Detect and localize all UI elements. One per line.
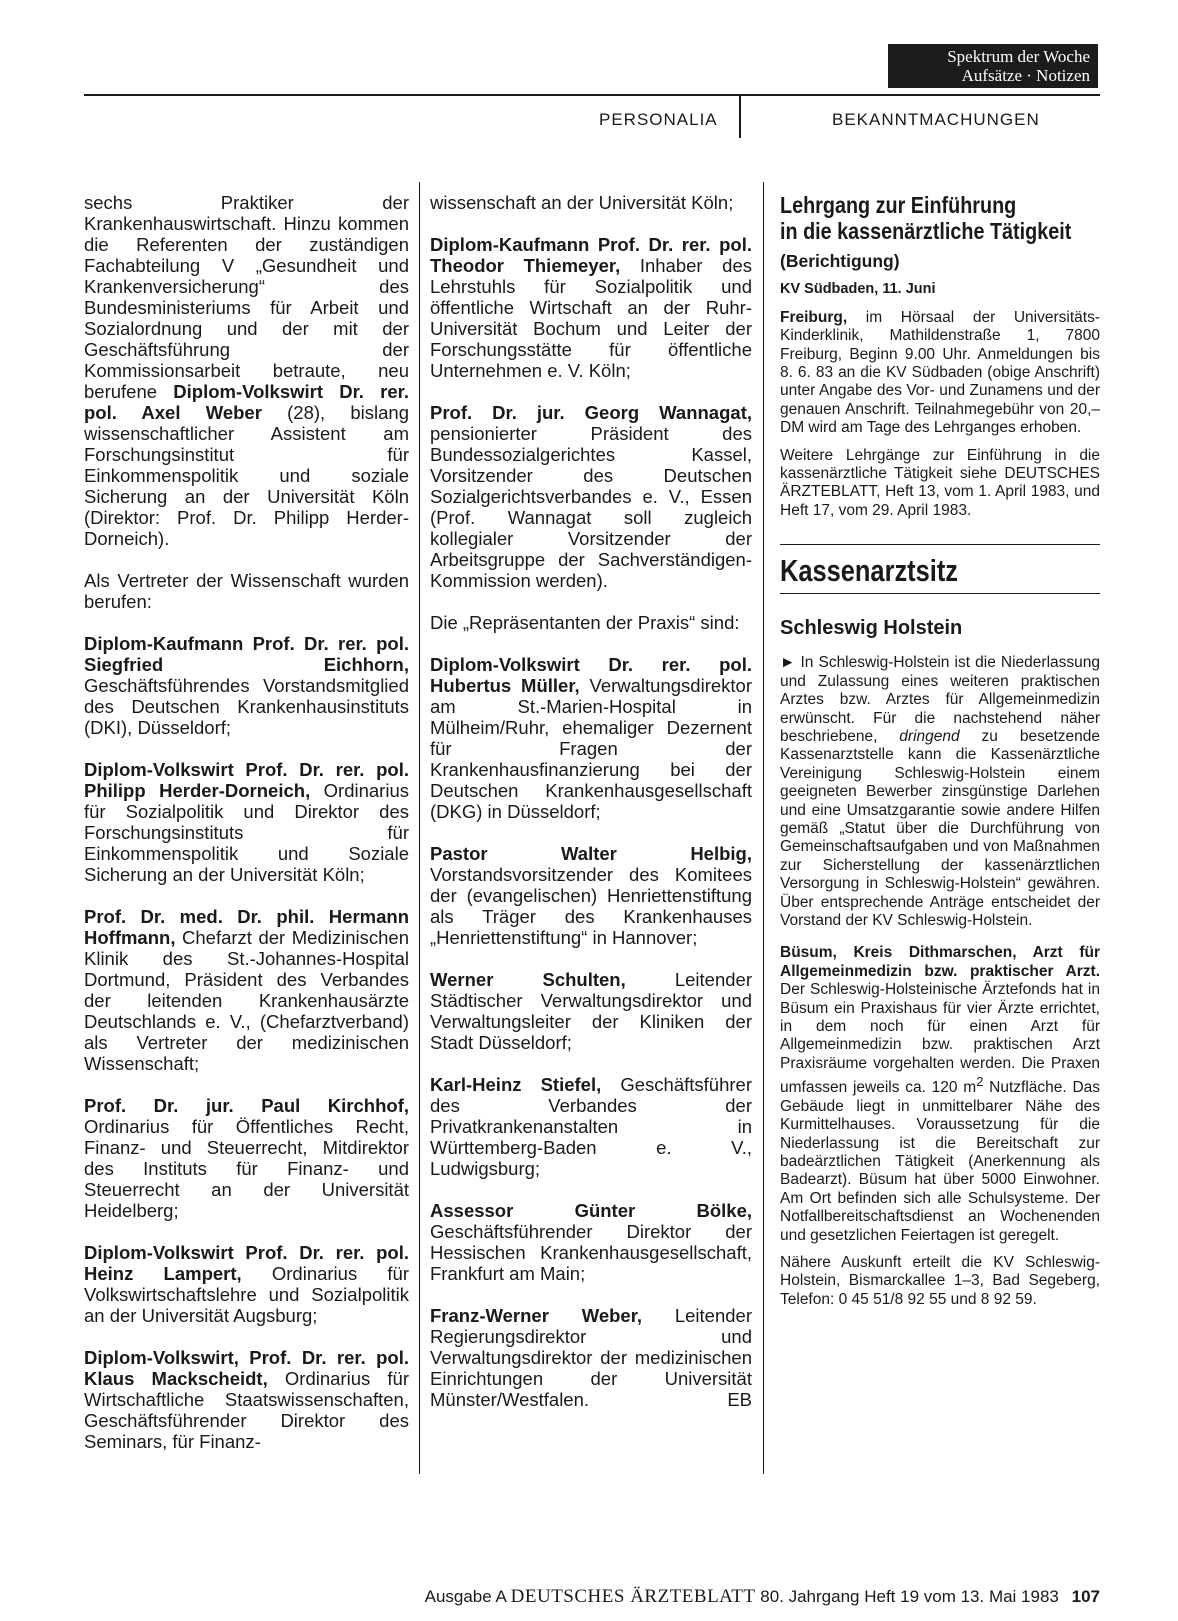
section-rule-top <box>780 544 1100 545</box>
paragraph: Diplom-Kaufmann Prof. Dr. rer. pol. Theodor Thiemeyer, Inhaber des Lehrstuhls für Sozialpolitik und öffentliche Wirtschaft an der Ruhr-Universität Bochum und Leiter der Forschungsstätte für öffentliche Unternehmen e. V. Köln; <box>430 234 752 381</box>
notice-date: KV Südbaden, 11. Juni <box>780 281 936 298</box>
region-heading: Schleswig Holstein <box>780 617 963 640</box>
column-divider-1 <box>419 182 420 1474</box>
badge-line-2: Aufsätze · Notizen <box>961 66 1090 85</box>
paragraph: Diplom-Volkswirt Prof. Dr. rer. pol. Philipp Herder-Dorneich, Ordinarius für Sozialpolitik und Direktor des Forschungsinstituts für Einkommenspolitik und Soziale Sicherung an der Universität Köln; <box>84 759 409 885</box>
badge-line-1: Spektrum der Woche <box>947 47 1090 66</box>
page-footer <box>0 1586 1100 1608</box>
arrow-icon: ► <box>780 654 796 672</box>
column-1 <box>84 192 409 1473</box>
paragraph: Die „Repräsentanten der Praxis“ sind: <box>430 612 740 633</box>
column-divider-2 <box>763 182 764 1474</box>
section-badge <box>888 44 1098 88</box>
notice-subtitle: (Berichtigung) <box>780 251 900 271</box>
paragraph: Franz-Werner Weber, Leitender Regierungsdirektor und Verwaltungsdirektor der medizinischen Einrichtungen der Universität Münster/Westfalen. EB <box>430 1305 752 1410</box>
header-divider <box>739 94 741 138</box>
paragraph: Assessor Günter Bölke, Geschäftsführender Direktor der Hessischen Krankenhausgesellschaft, Frankfurt am Main; <box>430 1200 752 1284</box>
column-3 <box>780 192 1100 1318</box>
footer-edition: Ausgabe A <box>424 1587 506 1606</box>
paragraph: Nähere Auskunft erteilt die KV Schleswig-Holstein, Bismarckallee 1–3, Bad Segeberg, Telefon: 0 45 51/8 92 55 und 8 92 59. <box>780 1254 1100 1308</box>
notice-title-line-2: in die kassenärztliche Tätigkeit <box>780 218 1072 244</box>
paragraph: Weitere Lehrgänge zur Einführung in die kassenärztliche Tätigkeit siehe DEUTSCHES ÄRZTEBLATT, Heft 13, vom 1. April 1983, und Heft 17, vom 29. April 1983. <box>780 446 1100 519</box>
section-title: Kassenarztsitz <box>780 553 959 589</box>
section-right-label: BEKANNTMACHUNGEN <box>832 110 1040 129</box>
paragraph: sechs Praktiker der Krankenhauswirtschaft. Hinzu kommen die Referenten der zuständigen Fachabteilung V „Gesundheit und Krankenversicherung“ des Bundesministeriums für Arbeit und Sozialordnung und der mit der Geschäftsführung der Kommissionsarbeit betraute, neu berufene Diplom-Volkswirt Dr. rer. pol. Axel Weber (28), bislang wissenschaftlicher Assistent am Forschungsinstitut für Einkommenspolitik und soziale Sicherung an der Universität Köln (Direktor: Prof. Dr. Philipp Herder-Dorneich). <box>84 192 409 549</box>
footer-journal: DEUTSCHES ÄRZTEBLATT <box>510 1586 756 1607</box>
paragraph: ► In Schleswig-Holstein ist die Niederlassung und Zulassung eines weiteren praktischen Arztes bzw. Arztes für Allgemeinmedizin erwünscht. Für die nachstehend näher beschriebene, dringend zu besetzende Kassenarztstelle kann die Kassenärztliche Vereinigung Schleswig-Holstein einem geeigneten Bewerber zinsgünstige Darlehen und eine Umsatzgarantie sowie andere Hilfen gemäß „Statut über die Durchführung von Gemeinschaftsaufgaben und von Maßnahmen zur Sicherstellung der kassenärztlichen Versorgung in Schleswig-Holstein“ gewähren. Über entsprechende Anträge entscheidet der Vorstand der KV Schleswig-Holstein. <box>780 654 1100 929</box>
page-number: 107 <box>1071 1587 1100 1606</box>
paragraph: Werner Schulten, Leitender Städtischer Verwaltungsdirektor und Verwaltungsleiter der Kliniken der Stadt Düsseldorf; <box>430 969 752 1053</box>
section-left-label: PERSONALIA <box>599 110 718 129</box>
paragraph: Prof. Dr. jur. Paul Kirchhof, Ordinarius für Öffentliches Recht, Finanz- und Steuerrecht, Mitdirektor des Instituts für Finanz- und Steuerrecht an der Universität Heidelberg; <box>84 1095 409 1221</box>
section-rule-bottom <box>780 593 1100 594</box>
paragraph: Prof. Dr. jur. Georg Wannagat, pensionierter Präsident des Bundessozialgerichtes Kassel, Vorsitzender des Deutschen Sozialgerichtsverbandes e. V., Essen (Prof. Wannagat soll zugleich kollegialer Vorsitzender der Arbeitsgruppe der Sachverständigen-Kommission werden). <box>430 402 752 591</box>
paragraph: Büsum, Kreis Dithmarschen, Arzt für Allgemeinmedizin bzw. praktischer Arzt. Der Schleswig-Holsteinische Ärztefonds hat in Büsum ein Praxishaus für vier Ärzte errichtet, in dem noch für einen Arzt für Allgemeinmedizin bzw. praktischen Arzt Praxisräume vorgehalten werden. Die Praxen umfassen jeweils ca. 120 $m^2$ Nutzfläche. Das Gebäude liegt in unmittelbarer Nähe des Kurmittelhauses. Voraussetzung für die Niederlassung ist die Bereitschaft zur badeärztlichen Tätigkeit (Anerkennung als Badearzt). Büsum hat über 5000 Einwohner. Am Ort befinden sich alle Schulsysteme. Der Notfallbereitschaftsdienst an Wochenenden und gesetzlichen Feiertagen ist geregelt. <box>780 944 1101 1244</box>
paragraph: wissenschaft an der Universität Köln; <box>430 192 734 213</box>
paragraph: Diplom-Volkswirt, Prof. Dr. rer. pol. Klaus Mackscheidt, Ordinarius für Wirtschaftliche Staatswissenschaften, Geschäftsführender Direktor des Seminars, für Finanz- <box>84 1347 409 1452</box>
paragraph: Prof. Dr. med. Dr. phil. Hermann Hoffmann, Chefarzt der Medizinischen Klinik des St.-Johannes-Hospital Dortmund, Präsident des Verbandes der leitenden Krankenhausärzte Deutschlands e. V., (Chefarztverband) als Vertreter der medizinischen Wissenschaft; <box>84 906 409 1074</box>
paragraph: Karl-Heinz Stiefel, Geschäftsführer des Verbandes der Privatkrankenanstalten in Württemberg-Baden e. V., Ludwigsburg; <box>430 1074 752 1179</box>
paragraph: Diplom-Kaufmann Prof. Dr. rer. pol. Siegfried Eichhorn, Geschäftsführendes Vorstandsmitglied des Deutschen Krankenhausinstituts (DKI), Düsseldorf; <box>84 633 409 738</box>
author-sign: EB <box>727 1389 752 1410</box>
header-rule <box>84 94 1100 96</box>
notice-title-line-1: Lehrgang zur Einführung <box>780 192 1017 218</box>
paragraph: Pastor Walter Helbig, Vorstandsvorsitzender des Komitees der (evangelischen) Henriettenstiftung als Träger des Krankenhauses „Henriettenstiftung“ in Hannover; <box>430 843 752 948</box>
paragraph: Diplom-Volkswirt Prof. Dr. rer. pol. Heinz Lampert, Ordinarius für Volkswirtschaftslehre und Sozialpolitik an der Universität Augsburg; <box>84 1242 409 1326</box>
paragraph: Freiburg, im Hörsaal der Universitäts-Kinderklinik, Mathildenstraße 1, 7800 Freiburg, Beginn 9.00 Uhr. Anmeldungen bis 8. 6. 83 an die KV Südbaden (obige Anschrift) unter Angabe des Vor- und Zunamens und der genauen Anschrift. Teilnahmegebühr von 20,– DM wird am Tage des Lehrganges erhoben. <box>780 308 1100 437</box>
footer-issue: 80. Jahrgang Heft 19 vom 13. Mai 1983 <box>760 1587 1059 1606</box>
column-2 <box>430 192 752 1410</box>
paragraph: Als Vertreter der Wissenschaft wurden berufen: <box>84 570 409 612</box>
paragraph: Diplom-Volkswirt Dr. rer. pol. Hubertus Müller, Verwaltungsdirektor am St.-Marien-Hospital in Mülheim/Ruhr, ehemaliger Dezernent für Fragen der Krankenhausfinanzierung bei der Deutschen Krankenhausgesellschaft (DKG) in Düsseldorf; <box>430 654 752 822</box>
